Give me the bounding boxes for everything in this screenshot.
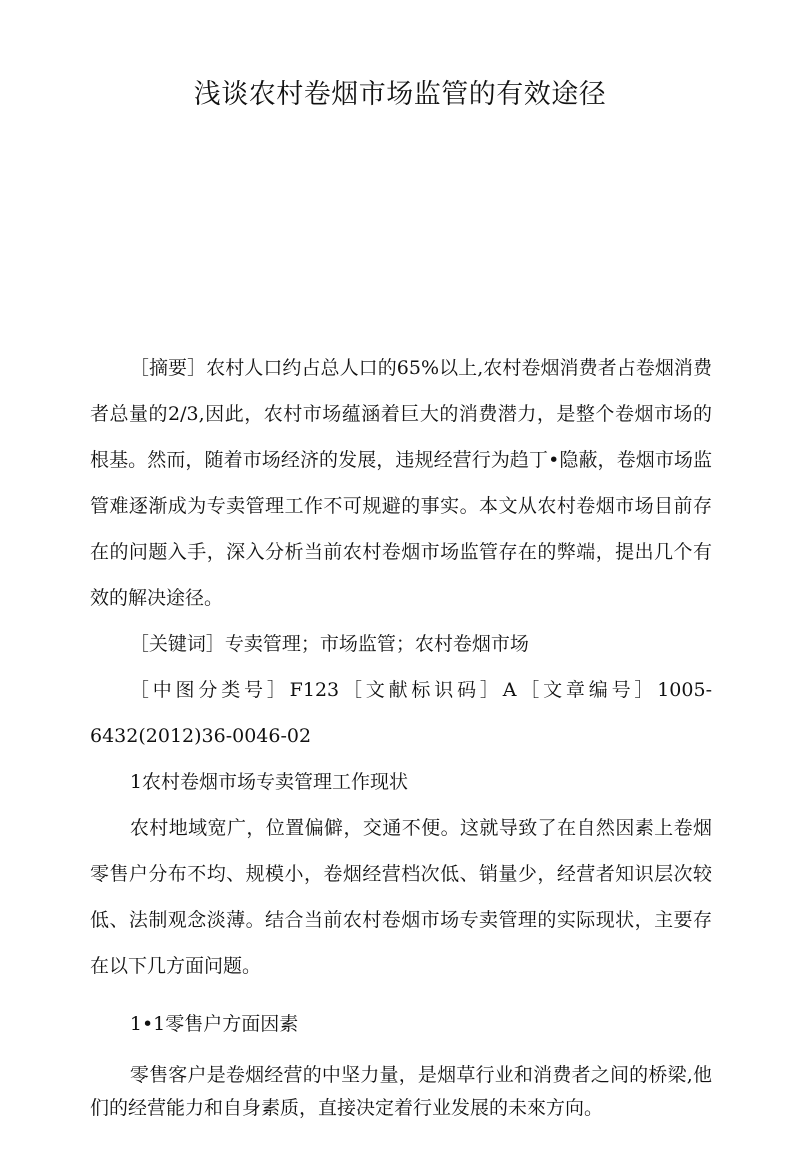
section-1-1-heading: 1•1零售户方面因素 [129, 1013, 299, 1035]
abstract-paragraph: ［摘要］农村人口约占总人口的65%以上,农村卷烟消费者占卷烟消费者总量的2/3,因此，农村市场蕴涵着巨大的消费潜力，是整个卷烟市场的根基。然而，随着市场经济的发展，违规经营行为趋丁•隐蔽，卷烟市场监管难逐渐成为专卖管理工作不可规避的事实。本文从农村卷烟市场目前存在的问题入手，深入分析当前农村卷烟市场监管存在的弊端，提出几个有效的解决途径。 [90, 357, 712, 609]
section-1-heading: 1农村卷烟市场专卖管理工作现状 [129, 771, 408, 793]
section-1-1-paragraph: 零售客户是卷烟经营的中坚力量，是烟草行业和消费者之间的桥梁,他们的经营能力和自身素质，直接决定着行业发展的未來方向。 [90, 1064, 712, 1119]
document-body [90, 345, 712, 1125]
section-1-paragraph: 农村地域宽广，位置偏僻，交通不便。这就导致了在自然因素上卷烟零售户分布不均、规模小，卷烟经营档次低、销量少，经营者知识层次较低、法制观念淡薄。结合当前农村卷烟市场专卖管理的实际现状，主要存在以下几方面问题。 [90, 817, 712, 977]
classification-line: ［中图分类号］F123［文献标识码］A［文章编号］1005-6432(2012)36-0046-02 [90, 679, 712, 747]
keywords-line: ［关键词］专卖管理；市场监管；农村卷烟市场 [129, 633, 529, 655]
document-title: 浅谈农村卷烟市场监管的有效途径 [193, 79, 607, 110]
